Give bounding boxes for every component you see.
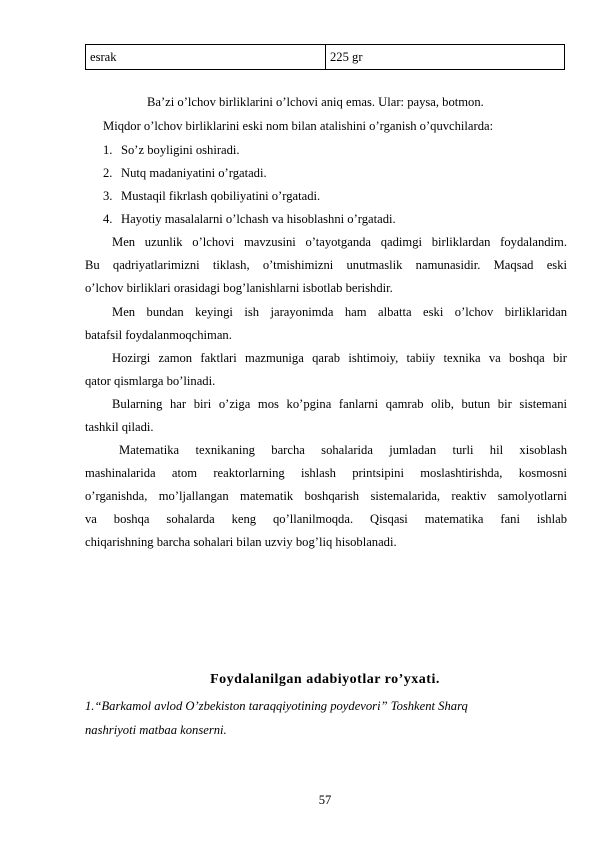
paragraph-line: Matematika texnikaning barcha sohalarida jumladan turli hil xisoblash: [119, 443, 567, 457]
units-table: [85, 44, 565, 70]
reference-item-continuation: nashriyoti matbaa konserni.: [85, 723, 227, 737]
paragraph-line: o’lchov birliklari orasidagi bog’lanishlarni isbotlab berishdir.: [85, 281, 393, 295]
paragraph-line: mashinalarida atom reaktorlarning ishlash printsipini moslashtirishda, kosmosni: [85, 466, 567, 480]
references-heading: Foydalanilgan adabiyotlar ro’yxati.: [210, 672, 440, 687]
list-item-text: Hayotiy masalalarni o’lchash va hisoblashni o’rgatadi.: [121, 212, 396, 226]
paragraph-line: Men uzunlik o’lchovi mavzusini o’tayotganda qadimgi birliklardan foydalandim.: [112, 235, 567, 249]
list-item-number: 2.: [103, 166, 113, 180]
reference-item: 1.“Barkamol avlod O’zbekiston taraqqiyotining poydevori” Toshkent Sharq: [85, 699, 468, 713]
table-cell-value: 225 gr: [330, 50, 363, 64]
paragraph-line: tashkil qiladi.: [85, 420, 154, 434]
list-item-number: 3.: [103, 189, 113, 203]
list-item-number: 4.: [103, 212, 113, 226]
paragraph-line: va boshqa sohalarda keng qo’llanilmoqda. Qisqasi matematika fani ishlab: [85, 512, 567, 526]
table-cell-item: esrak: [86, 45, 326, 69]
paragraph-units: Ba’zi o’lchov birliklarini o’lchovi aniq emas. Ular: paysa, botmon.: [147, 95, 484, 109]
paragraph-line: batafsil foydalanmoqchiman.: [85, 328, 232, 342]
paragraph-line: Hozirgi zamon faktlari mazmuniga qarab ishtimoiy, tabiiy texnika va boshqa bir: [112, 351, 567, 365]
paragraph-line: chiqarishning barcha sohalari bilan uzviy bog’liq hisoblanadi.: [85, 535, 397, 549]
page-number: 57: [318, 793, 332, 807]
list-item-text: Nutq madaniyatini o’rgatadi.: [121, 166, 267, 180]
paragraph-line: qator qismlarga bo’linadi.: [85, 374, 216, 388]
paragraph-intro: Miqdor o’lchov birliklarini eski nom bilan atalishini o’rganish o’quvchilarda:: [103, 119, 494, 133]
list-item-text: Mustaqil fikrlash qobiliyatini o’rgatadi.: [121, 189, 321, 203]
list-item-number: 1.: [103, 143, 113, 157]
paragraph-line: o’rganishda, mo’ljallangan matematik boshqarish sistemalarida, reaktiv samolyotlarni: [85, 489, 567, 503]
list-item-text: So’z boyligini oshiradi.: [121, 143, 240, 157]
paragraph-line: Bu qadriyatlarimizni tiklash, o’tmishimizni unutmaslik namunasidir. Maqsad eski: [85, 258, 567, 272]
paragraph-line: Men bundan keyingi ish jarayonimda ham albatta eski o’lchov birliklaridan: [112, 305, 567, 319]
paragraph-line: Bularning har biri o’ziga mos ko’pgina fanlarni qamrab olib, butun bir sistemani: [112, 397, 567, 411]
